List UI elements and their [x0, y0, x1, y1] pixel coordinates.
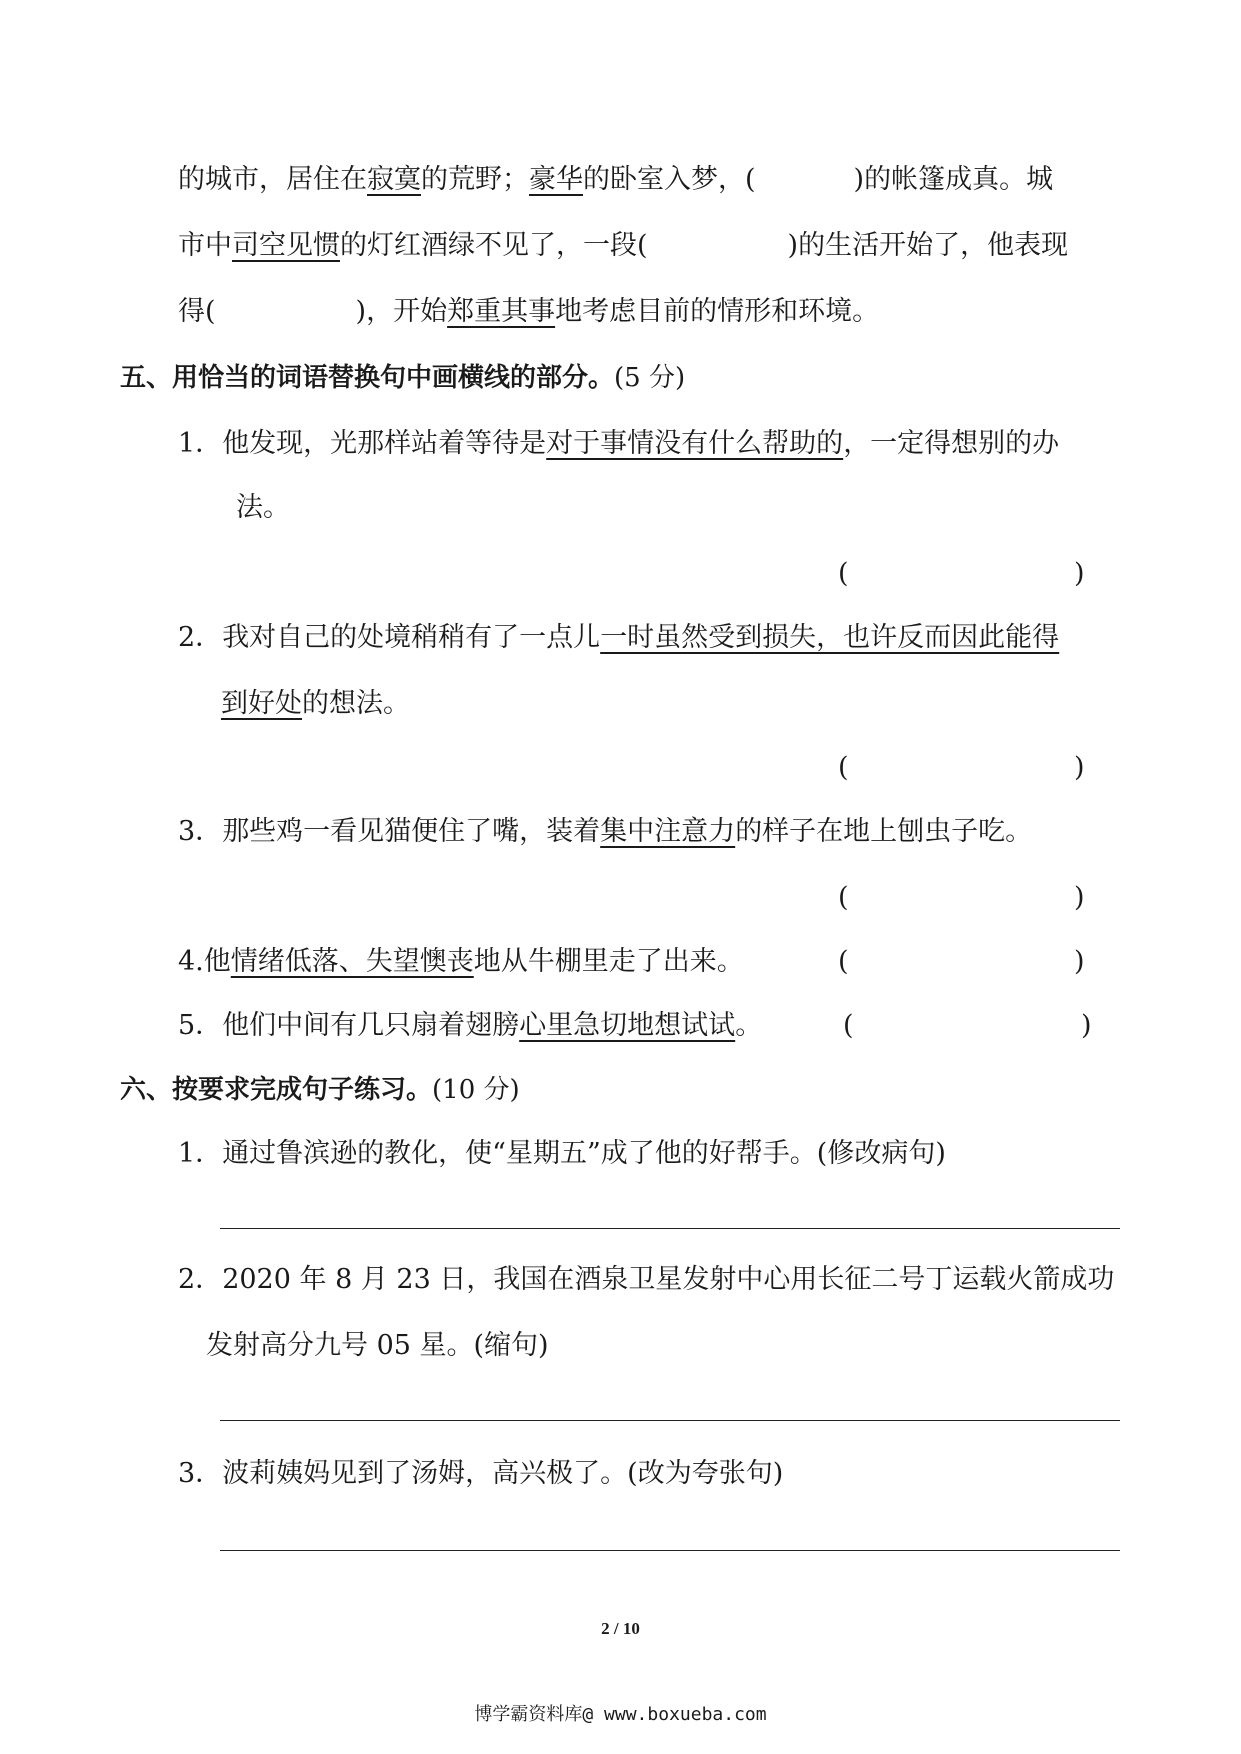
answer-line-2[interactable]: [220, 1420, 1120, 1421]
s5-q3-line: 3．那些鸡一看见猫便住了嘴，装着集中注意力的样子在地上刨虫子吃。: [178, 816, 1033, 847]
section-6-title: 六、按要求完成句子练习。(10 分): [120, 1075, 520, 1105]
answer-line-3[interactable]: [220, 1550, 1120, 1551]
section-5-title: 五、用恰当的词语替换句中画横线的部分。(5 分): [120, 363, 686, 393]
s6-q2-line-1: 2．2020 年 8 月 23 日，我国在酒泉卫星发射中心用长征二号丁运载火箭成功: [178, 1264, 1115, 1295]
underlined-phrase: 到好处: [221, 688, 302, 719]
underlined-word: 寂寞: [367, 164, 421, 195]
s5-q2-line-2: 到好处的想法。: [221, 688, 410, 719]
passage-line-3: 得( )，开始郑重其事地考虑目前的情形和环境。: [178, 296, 880, 327]
s5-q1-line-2: 法。: [236, 492, 290, 523]
s5-q2-line-1: 2．我对自己的处境稍稍有了一点儿一时虽然受到损失，也许反而因此能得: [178, 622, 1060, 653]
source-watermark: 博学霸资料库@ www.boxueba.com: [474, 1704, 767, 1725]
answer-line-1[interactable]: [220, 1228, 1120, 1229]
underlined-phrase: 一时虽然受到损失，也许反而因此能得: [600, 622, 1060, 653]
page-number: 2 / 10: [601, 1619, 640, 1638]
s5-q4-line: 4.他情绪低落、失望懊丧地从牛棚里走了出来。: [178, 946, 744, 977]
underlined-phrase: 心里急切地想试试: [519, 1010, 736, 1041]
underlined-word: 豪华: [529, 164, 583, 195]
underlined-phrase: 集中注意力: [600, 816, 736, 847]
s6-q1-line: 1．通过鲁滨逊的教化，使“星期五”成了他的好帮手。(修改病句): [178, 1138, 946, 1169]
s5-q5-line: 5．他们中间有几只扇着翅膀心里急切地想试试。: [178, 1010, 763, 1041]
s6-q3-line: 3．波莉姨妈见到了汤姆，高兴极了。(改为夸张句): [178, 1458, 784, 1489]
underlined-word: 郑重其事: [447, 296, 556, 327]
underlined-phrase: 情绪低落、失望懊丧: [230, 946, 474, 977]
passage-line-2: 市中司空见惯的灯红酒绿不见了，一段( )的生活开始了，他表现: [178, 230, 1069, 261]
s6-q2-line-2: 发射高分九号 05 星。(缩句): [206, 1330, 549, 1361]
s5-q1-line-1: 1．他发现，光那样站着等待是对于事情没有什么帮助的，一定得想别的办: [178, 428, 1060, 459]
underlined-word: 司空见惯: [232, 230, 340, 261]
passage-line-1: 的城市，居住在寂寞的荒野；豪华的卧室入梦，( )的帐篷成真。城: [178, 164, 1054, 195]
underlined-phrase: 对于事情没有什么帮助的: [546, 428, 844, 459]
